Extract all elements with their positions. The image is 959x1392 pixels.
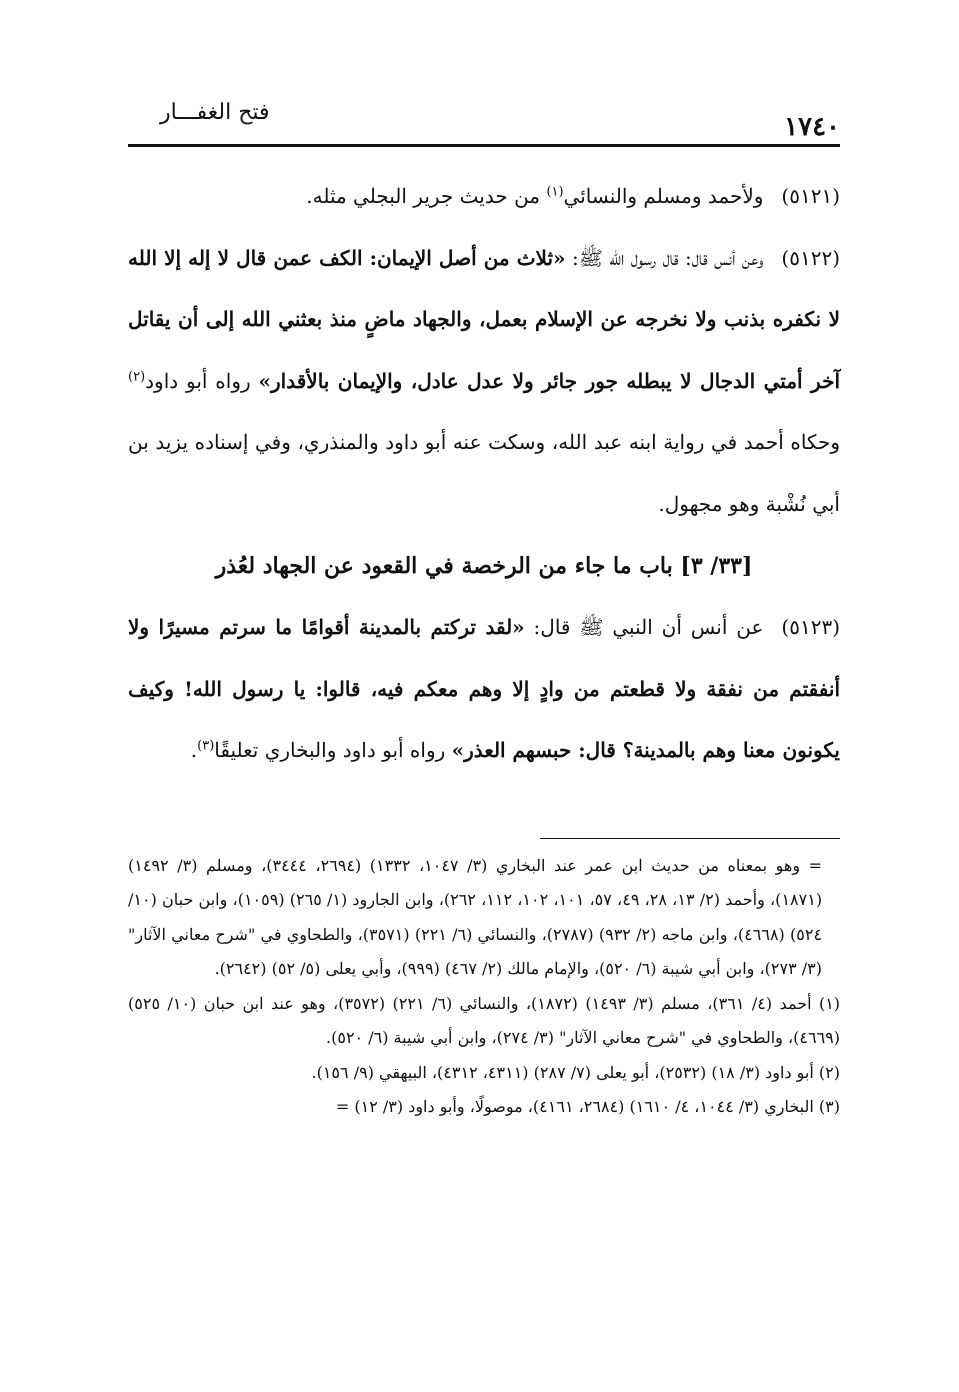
book-page xyxy=(128,100,840,1125)
footnote-ref: (٢) xyxy=(128,368,146,384)
footnote-continuation: = وهو بمعناه من حديث ابن عمر عند البخاري (٣/ ١٠٤٧، ١٣٣٢) (٢٦٩٤، ٣٤٤٤)، ومسلم (٣/ ١٤٩٢) (١٨٧١)، وأحمد (٢/ ١٣، ٢٨، ٤٩، ٥٧، ١٠١، ١٠٢، ١١٢، ٢٦٢)، وابن الجارود (١/ ٢٦٥) (١٠٥٩)، وابن حبان (١٠/ ٥٢٤) (٤٦٦٨)، وابن ماجه (٢/ ٩٣٢) (٢٧٨٧)، والنسائي (٦/ ٢٢١) (٣٥٧١)، والطحاوي في "شرح معاني الآثار" (٣/ ٢٧٣)، وابن أبي شيبة (٦/ ٥٢٠)، والإمام مالك (٢/ ٤٦٧) (٩٩٩)، وأبي يعلى (٥/ ٥٢) (٢٦٤٢). xyxy=(128,855,823,978)
footnote-1: (١) أحمد (٤/ ٣٦١)، مسلم (٣/ ١٤٩٣) (١٨٧٢)، والنسائي (٦/ ٢٢١) (٣٥٧٢)، وهو عند ابن حبان (١٠/ ٥٢٥) (٤٦٦٩)، والطحاوي في "شرح معاني الآثار" (٣/ ٢٧٤)، وابن أبي شيبة (٦/ ٥٢٠). xyxy=(128,993,841,1047)
hadith-text: «لقد تركتم بالمدينة أقوامًا ما سرتم مسيرًا ولا أنفقتم من نفقة ولا قطعتم من وادٍ إلا وهم معكم فيه، قالوا: يا رسول الله! وكيف يكونون معنا وهم بالمدينة؟ قال: حبسهم العذر» xyxy=(128,615,840,762)
main-text xyxy=(128,166,840,782)
hadith-text: «ثلاث من أصل الإيمان: الكف عمن قال لا إله إلا الله لا نكفره بذنب ولا نخرجه عن الإسلام بعمل، والجهاد ماضٍ منذ بعثني الله إلى أن يقاتل آخر أمتي الدجال لا يبطله جور جائر ولا عدل عادل، والإيمان بالأقدار» xyxy=(128,245,841,393)
footnote-ref: (١) xyxy=(546,184,564,200)
entry-text: رواه أبو داود والبخاري تعليقًا xyxy=(214,738,452,762)
running-title: فتح الغفـــار xyxy=(160,100,270,125)
entry-text: وحكاه أحمد في رواية ابنه عبد الله، وسكت عنه أبو داود والمنذري، وفي إسناده يزيد بن أبي نُشْبة وهو مجهول. xyxy=(128,430,840,516)
footnote-2: (٢) أبو داود (٣/ ١٨) (٢٥٣٢)، أبو يعلى (٧/ ٢٨٧) (٤٣١١، ٤٣١٢)، البيهقي (٩/ ١٥٦). xyxy=(311,1062,840,1082)
page-number: ١٧٤٠ xyxy=(784,112,840,142)
hadith-entry-5121 xyxy=(128,166,840,228)
entry-number: (٥١٢١) xyxy=(781,184,840,208)
entry-text: من حديث جرير البجلي مثله. xyxy=(306,184,547,208)
footnote-3: (٣) البخاري (٣/ ١٠٤٤، ٤/ ١٦١٠) (٢٦٨٤، ٤١٦١)، موصولًا، وأبو داود (٣/ ١٢) = xyxy=(335,1097,840,1116)
hadith-entry-5123 xyxy=(128,597,840,782)
entry-text: ولأحمد ومسلم والنسائي xyxy=(563,184,764,208)
footnotes xyxy=(128,849,840,1125)
section-heading: [٣٣/ ٣] باب ما جاء من الرخصة في القعود عن الجهاد لعُذر xyxy=(215,553,753,579)
entry-text: . xyxy=(190,738,198,762)
entry-intro: عن أنس أن النبي ﷺ قال: xyxy=(524,615,764,639)
header-rule xyxy=(128,144,840,147)
page-header xyxy=(128,100,840,150)
hadith-entry-5122 xyxy=(128,228,840,536)
footnote-separator xyxy=(540,838,840,839)
entry-intro: وعن أنس قال: قال رسول الله ﷺ: xyxy=(565,245,764,270)
entry-number: (٥١٢٢) xyxy=(781,245,840,270)
footnote-ref: (٣) xyxy=(197,738,215,754)
entry-number: (٥١٢٣) xyxy=(781,615,840,639)
entry-text: رواه أبو داود xyxy=(145,368,259,393)
